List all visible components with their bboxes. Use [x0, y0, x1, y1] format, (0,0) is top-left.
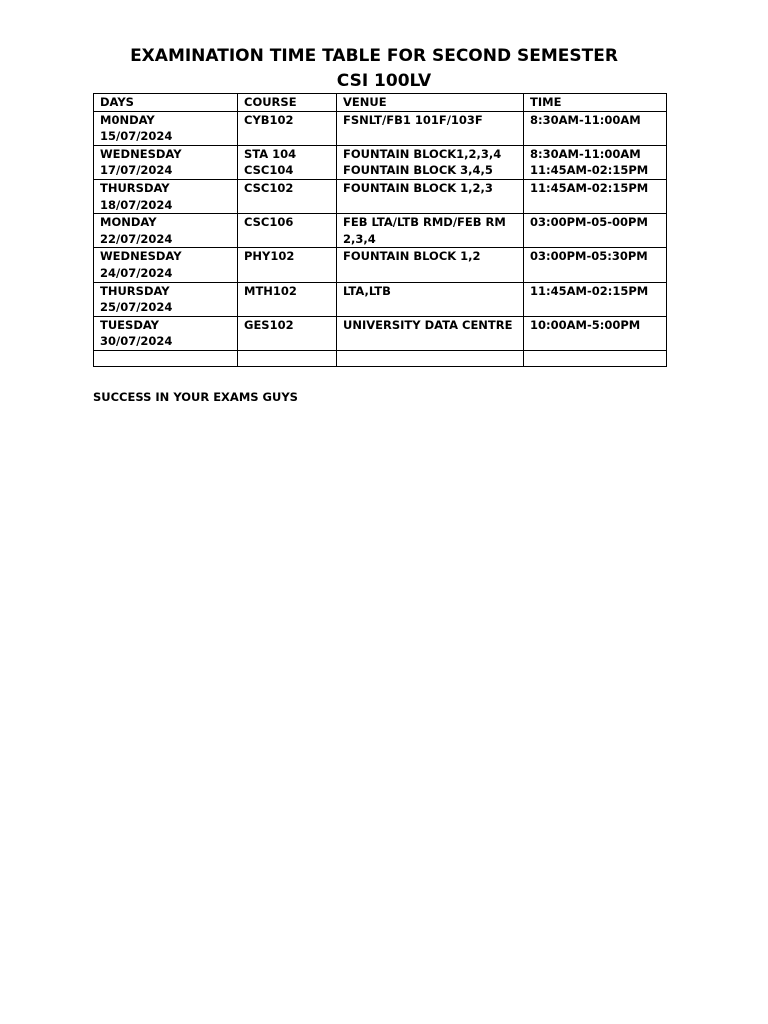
cell-time: [524, 282, 667, 316]
table-row: [94, 248, 667, 282]
day-name: WEDNESDAY: [100, 249, 182, 264]
cell-venue: [337, 282, 524, 316]
cell-day: [94, 145, 238, 179]
course-code: PHY102: [244, 249, 295, 264]
venue-name: FOUNTAIN BLOCK 3,4,5: [343, 163, 493, 178]
empty-cell: [337, 350, 524, 366]
cell-day: [94, 282, 238, 316]
exam-timetable: [93, 93, 667, 367]
table-row: [94, 214, 667, 248]
day-name: MONDAY: [100, 215, 157, 230]
time-slot: 8:30AM-11:00AM: [530, 112, 641, 127]
empty-cell: [238, 350, 337, 366]
day-date: 25/07/2024: [100, 300, 173, 315]
cell-course: [238, 248, 337, 282]
cell-day: [94, 111, 238, 145]
empty-cell: [94, 350, 238, 366]
cell-time: [524, 111, 667, 145]
cell-course: [238, 111, 337, 145]
day-name: WEDNESDAY: [100, 146, 182, 161]
time-slot: 03:00PM-05-00PM: [530, 215, 648, 230]
venue-name: FOUNTAIN BLOCK 1,2,3: [343, 180, 493, 195]
time-slot: 11:45AM-02:15PM: [530, 283, 649, 298]
table-header-row: [94, 94, 667, 112]
cell-time: [524, 214, 667, 248]
empty-cell: [524, 350, 667, 366]
course-code: STA 104: [244, 146, 297, 161]
day-date: 18/07/2024: [100, 197, 173, 212]
page-subtitle: CSI 100LV: [336, 71, 432, 91]
table-row: [94, 282, 667, 316]
cell-venue: [337, 179, 524, 213]
day-name: TUESDAY: [100, 317, 159, 332]
header-days: DAYS: [94, 94, 238, 112]
cell-course: [238, 179, 337, 213]
cell-venue: [337, 145, 524, 179]
venue-name: FSNLT/FB1 101F/103F: [343, 112, 483, 127]
course-code: CYB102: [244, 112, 294, 127]
footer-note: SUCCESS IN YOUR EXAMS GUYS: [93, 390, 298, 404]
header-venue: VENUE: [337, 94, 524, 112]
cell-venue: [337, 111, 524, 145]
cell-time: [524, 179, 667, 213]
time-slot: 10:00AM-5:00PM: [530, 317, 641, 332]
cell-course: [238, 214, 337, 248]
venue-name: FEB LTA/LTB RMD/FEB RM 2,3,4: [343, 215, 506, 246]
cell-day: [94, 248, 238, 282]
time-slot: 11:45AM-02:15PM: [530, 180, 649, 195]
cell-course: [238, 145, 337, 179]
cell-course: [238, 316, 337, 350]
table-row: [94, 179, 667, 213]
page-title: EXAMINATION TIME TABLE FOR SECOND SEMESTER: [130, 46, 618, 66]
cell-time: [524, 248, 667, 282]
day-date: 17/07/2024: [100, 163, 173, 178]
day-date: 22/07/2024: [100, 231, 173, 246]
cell-time: [524, 145, 667, 179]
table-row: [94, 145, 667, 179]
cell-day: [94, 179, 238, 213]
course-code: CSC106: [244, 215, 294, 230]
day-date: 30/07/2024: [100, 334, 173, 349]
venue-name: LTA,LTB: [343, 283, 391, 298]
day-name: THURSDAY: [100, 180, 170, 195]
cell-venue: [337, 214, 524, 248]
course-code: CSC102: [244, 180, 294, 195]
cell-day: [94, 214, 238, 248]
day-name: THURSDAY: [100, 283, 170, 298]
table-row: [94, 111, 667, 145]
course-code: GES102: [244, 317, 294, 332]
cell-venue: [337, 316, 524, 350]
venue-name: UNIVERSITY DATA CENTRE: [343, 317, 513, 332]
header-time: TIME: [524, 94, 667, 112]
day-name: M0NDAY: [100, 112, 155, 127]
time-slot: 03:00PM-05:30PM: [530, 249, 648, 264]
cell-time: [524, 316, 667, 350]
table-row: [94, 316, 667, 350]
day-date: 15/07/2024: [100, 129, 173, 144]
venue-name: FOUNTAIN BLOCK 1,2: [343, 249, 481, 264]
venue-name: FOUNTAIN BLOCK1,2,3,4: [343, 146, 502, 161]
timetable-body: [94, 94, 667, 367]
course-code: MTH102: [244, 283, 297, 298]
cell-venue: [337, 248, 524, 282]
cell-course: [238, 282, 337, 316]
cell-day: [94, 316, 238, 350]
header-course: COURSE: [238, 94, 337, 112]
course-code: CSC104: [244, 163, 294, 178]
day-date: 24/07/2024: [100, 265, 173, 280]
time-slot: 8:30AM-11:00AM: [530, 146, 641, 161]
time-slot: 11:45AM-02:15PM: [530, 163, 649, 178]
table-row-empty: [94, 350, 667, 366]
